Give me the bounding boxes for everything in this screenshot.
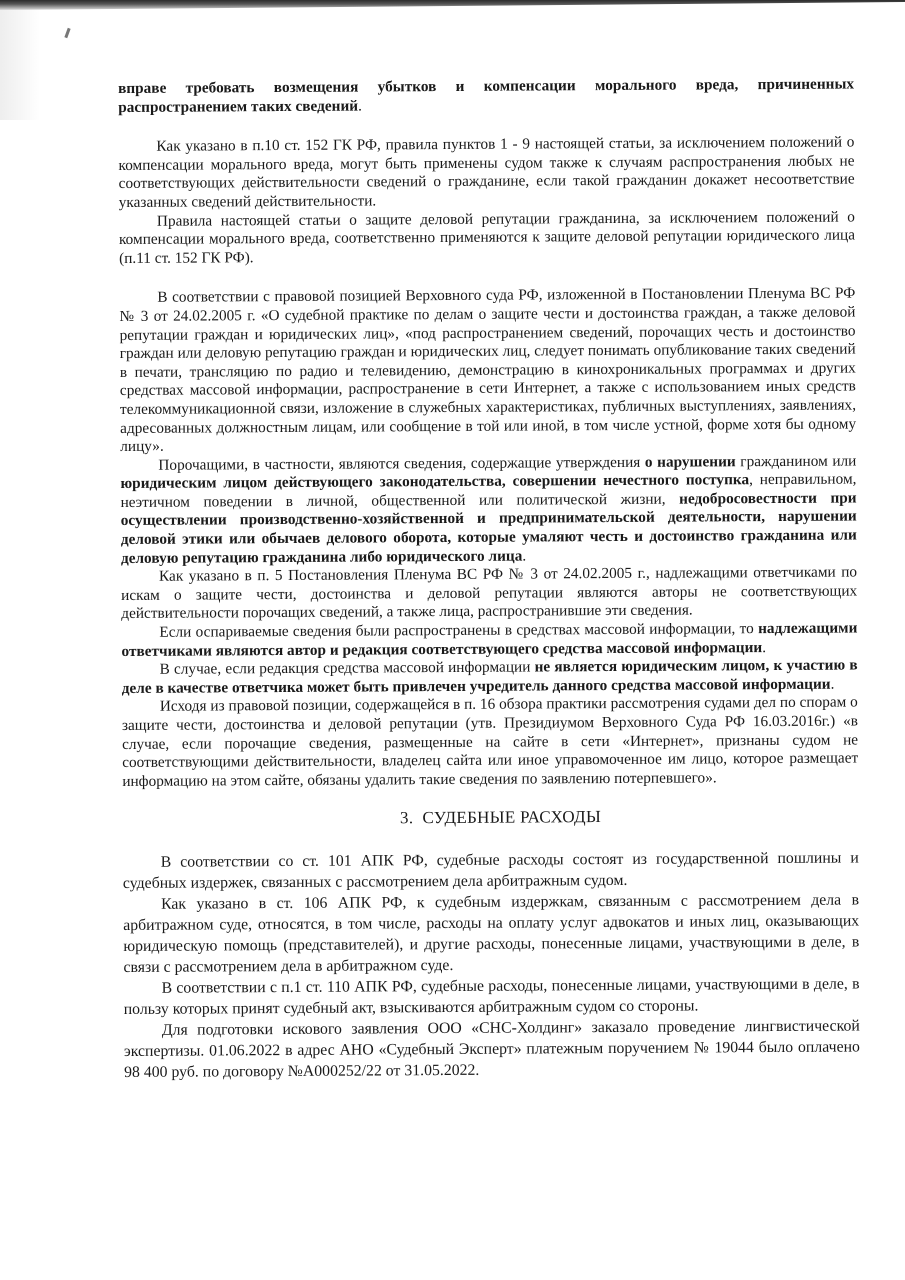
document-page xyxy=(118,76,860,1083)
scan-top-edge xyxy=(0,0,905,10)
paragraph-3: Правила настоящей статьи о защите деловой репутации гражданина, за исключением положений о компенсации морального вреда, соответственно применяются к защите деловой репутации юридического лица (п.11 ст. 152 ГК РФ). xyxy=(118,208,856,267)
paragraph-1: вправе требовать возмещения убытков и компенсации морального вреда, причиненных распространением таких сведений. xyxy=(118,75,855,116)
scan-mark xyxy=(64,28,70,38)
paragraph-8: В случае, если редакция средства массовой информации не является юридическим лицом, к участию в деле в качестве ответчика может быть привлечен учредитель данного средства массовой информации. xyxy=(121,656,858,697)
paragraph-13: Для подготовки искового заявления ООО «СНС-Холдинг» заказало проведение лингвистической экспертизы. 01.06.2022 в адрес АНО «Судебный Эксперт» платежным поручением № 19044 было оплачено 98 400 руб. по договору №А000252/22 от 31.05.2022. xyxy=(123,1017,860,1081)
scan-shadow xyxy=(0,0,40,120)
paragraph-12: В соответствии с п.1 ст. 110 АПК РФ, судебные расходы, понесенные лицами, участвующими в деле, в пользу которых принят судебный акт, взыскиваются арбитражным судом со стороны. xyxy=(123,975,860,1018)
paragraph-9: Исходя из правовой позиции, содержащейся в п. 16 обзора практики рассмотрения судами дел по спорам о защите чести, достоинства и деловой репутации (утв. Президиумом Верховного Суда РФ 16.03.2016г.) «в случае, если порочащие сведения, размещенные на сайте в сети «Интернет», признаны судом не соответствующими действительности, владелец сайта или иное управомоченное им лицо, которое размещает информацию на этом сайте, обязаны удалить такие сведения по заявлению потерпевшего». xyxy=(121,693,859,790)
paragraph-2: Как указано в п.10 ст. 152 ГК РФ, правила пунктов 1 - 9 настоящей статьи, за исключением положений о компенсации морального вреда, могут быть применены судом также к случаям распространения любых не соответствующих действительности сведений о гражданине, если такой гражданин докажет несоответствие указанных сведений действительности. xyxy=(118,133,855,211)
section-heading xyxy=(142,807,858,830)
paragraph-6: Как указано в п. 5 Постановления Пленума ВС РФ № 3 от 24.02.2005 г., надлежащими ответчиками по искам о защите чести, достоинства и деловой репутации являются авторы не соответствующих действительности порочащих сведений, а также лица, распространившие эти сведения. xyxy=(121,563,858,623)
paragraph-4: В соответствии с правовой позицией Верховного суда РФ, изложенной в Постановлении Пленума ВС РФ № 3 от 24.02.2005 г. «О судебной практике по делам о защите чести и достоинства граждан, а также деловой репутации граждан и юридических лиц», «под распространением сведений, порочащих честь и достоинство граждан или деловую репутацию граждан и юридических лиц, следует понимать опубликование таких сведений в печати, трансляцию по радио и телевидению, демонстрацию в кинохроникальных программах и других средствах массовой информации, распространение в сети Интернет, а также с использованием иных средств телекоммуникационной связи, изложение в служебных характеристиках, публичных выступлениях, заявлениях, адресованных должностным лицам, или сообщение в той или иной, в том числе устной, форме хотя бы одному лицу». xyxy=(119,284,857,456)
paragraph-7: Если оспариваемые сведения были распространены в средствах массовой информации, то надлежащими ответчиками являются автор и редакция соответствующего средства массовой информации. xyxy=(121,619,858,660)
section-title: СУДЕБНЫЕ РАСХОДЫ xyxy=(422,807,602,828)
paragraph-10: В соответствии со ст. 101 АПК РФ, судебные расходы состоят из государственной пошлины и судебных издержек, связанных с рассмотрением дела арбитражным судом. xyxy=(122,849,859,892)
paragraph-5: Порочащими, в частности, являются сведения, содержащие утверждения о нарушении гражданином или юридическим лицом действующего законодательства, совершении нечестного поступка, неправильном, неэтичном поведении в личной, общественной или политической жизни, недобросовестности при осуществлении производственно-хозяйственной и предпринимательской деятельности, нарушении деловой этики или обычаев делового оборота, которые умаляют честь и достоинство гражданина или деловую репутацию гражданина либо юридического лица. xyxy=(120,452,857,567)
bold-text: вправе требовать возмещения убытков и компенсации морального вреда, причиненных распространением таких сведений xyxy=(118,75,855,116)
paragraph-11: Как указано в ст. 106 АПК РФ, к судебным издержкам, связанным с рассмотрением дела в арбитражном суде, относятся, в том числе, расходы на оплату услуг адвокатов и иных лиц, оказывающих юридическую помощь (представителей), и другие расходы, понесенные лицами, участвующими в деле, в связи с рассмотрением дела в арбитражном суде. xyxy=(123,891,860,976)
section-number: 3. xyxy=(399,808,414,828)
